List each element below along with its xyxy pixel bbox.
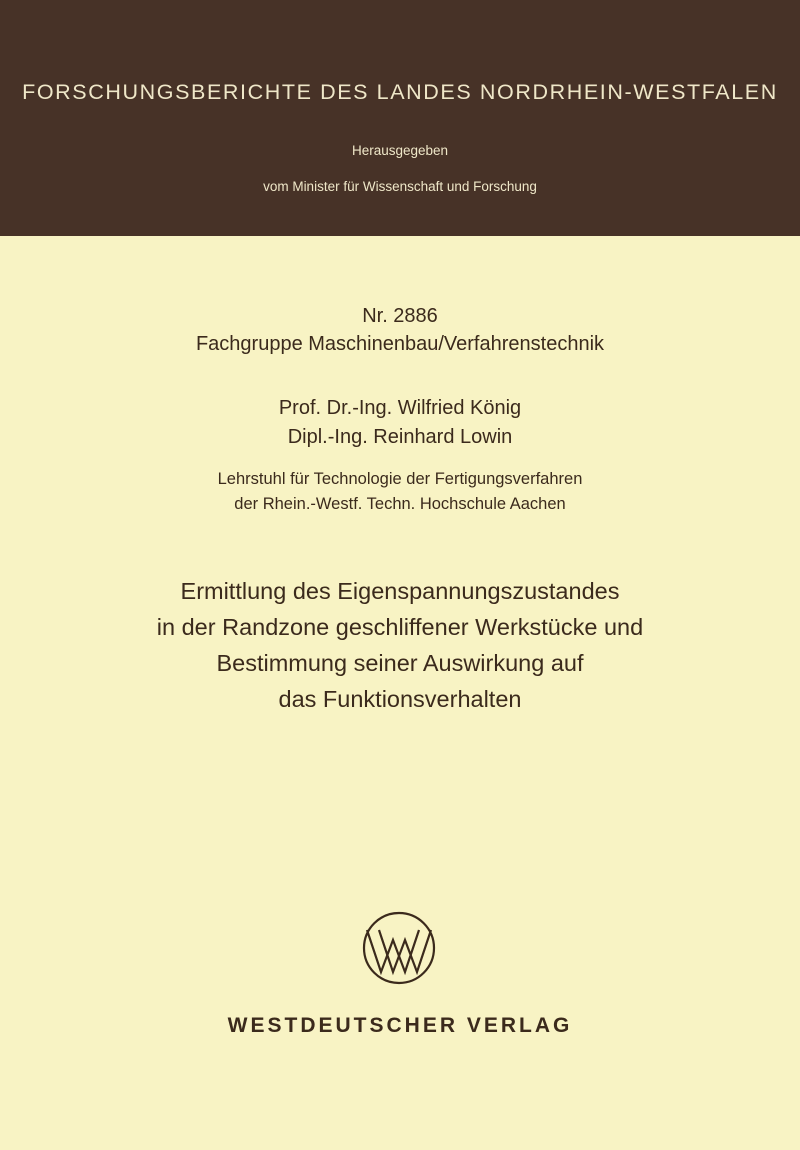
institution-line: der Rhein.-Westf. Techn. Hochschule Aachen xyxy=(234,495,566,513)
title-line: Bestimmung seiner Auswirkung auf xyxy=(216,650,584,676)
title-line: Ermittlung des Eigenspannungszustandes xyxy=(180,578,620,604)
header-band xyxy=(0,0,800,236)
author-name: Prof. Dr.-Ing. Wilfried König xyxy=(278,397,522,419)
institution-line: Lehrstuhl für Technologie der Fertigungsverfahren xyxy=(217,470,583,488)
title-line: in der Randzone geschliffener Werkstücke und xyxy=(156,614,644,640)
author-name: Dipl.-Ing. Reinhard Lowin xyxy=(287,426,513,448)
publisher-name: WESTDEUTSCHER VERLAG xyxy=(227,1014,573,1037)
report-group: Fachgruppe Maschinenbau/Verfahrenstechnik xyxy=(195,333,605,355)
wv-logo-icon xyxy=(361,910,437,986)
editor-line-2: vom Minister für Wissenschaft und Forschung xyxy=(263,179,537,194)
series-title: FORSCHUNGSBERICHTE DES LANDES NORDRHEIN-WESTFALEN xyxy=(22,80,778,104)
title-line: das Funktionsverhalten xyxy=(278,686,522,712)
editor-line-1: Herausgegeben xyxy=(351,143,449,158)
report-number: Nr. 2886 xyxy=(362,305,438,327)
